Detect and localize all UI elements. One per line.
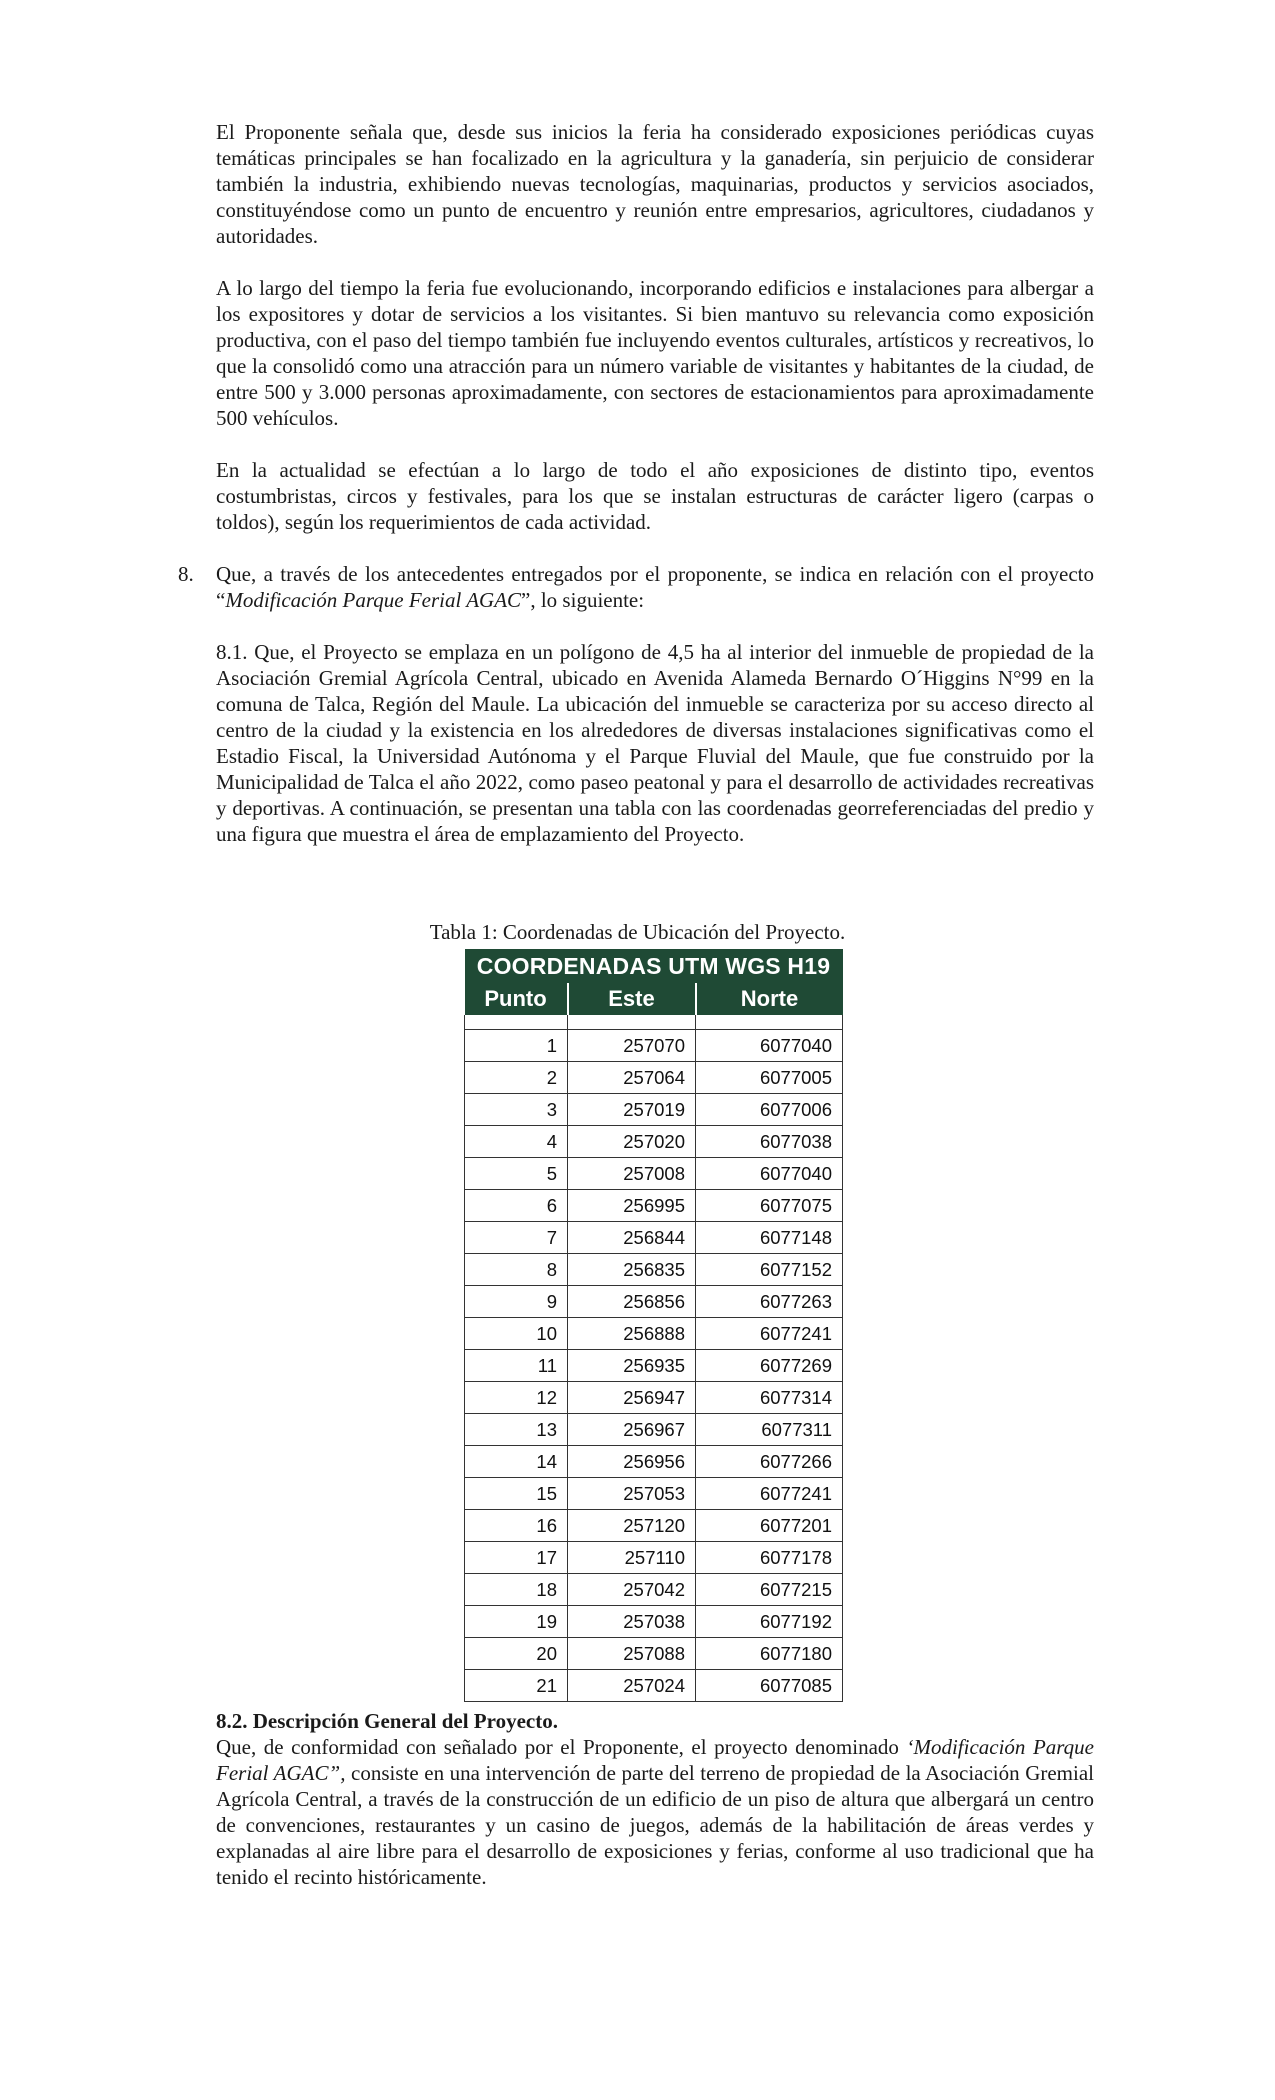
cell-punto: 17: [465, 1542, 568, 1574]
cell-este: 256835: [568, 1254, 696, 1286]
table-row: [465, 1510, 843, 1542]
table-row: [465, 1382, 843, 1414]
cell-este: 257120: [568, 1510, 696, 1542]
cell-este: 257110: [568, 1542, 696, 1574]
cell-norte: 6077311: [696, 1414, 843, 1446]
item-8-2-project-name: ‘Modificación Parque Ferial AGAC”,: [216, 1735, 1094, 1785]
cell-norte: 6077241: [696, 1478, 843, 1510]
cell-este: 256856: [568, 1286, 696, 1318]
cell-este: 257008: [568, 1158, 696, 1190]
table-row: [465, 1638, 843, 1670]
item-8-text-before: Que, a través de los antecedentes entregados por el proponente, se indica en relación con el proyecto “: [216, 562, 1094, 612]
cell-punto: 9: [465, 1286, 568, 1318]
cell-este: 257019: [568, 1094, 696, 1126]
cell-este: 257038: [568, 1606, 696, 1638]
cell-punto: 18: [465, 1574, 568, 1606]
cell-norte: 6077040: [696, 1158, 843, 1190]
cell-punto: 13: [465, 1414, 568, 1446]
table-body: [465, 1015, 843, 1702]
cell-punto: 8: [465, 1254, 568, 1286]
table-row: [465, 1670, 843, 1702]
intro-paragraph-2: A lo largo del tiempo la feria fue evolucionando, incorporando edificios e instalaciones para albergar a los expositores y dotar de servicios a los visitantes. Si bien mantuvo su relevancia como exposición productiva, con el paso del tiempo también fue incluyendo eventos culturales, artísticos y recreativos, lo que la consolidó como una atracción para un número variable de visitantes y habitantes de la ciudad, de entre 500 y 3.000 personas aproximadamente, con sectores de estacionamientos para aproximadamente 500 vehículos.: [216, 276, 1094, 430]
cell-este: 257024: [568, 1670, 696, 1702]
table-row: [465, 1414, 843, 1446]
cell-punto: 21: [465, 1670, 568, 1702]
cell-punto: 11: [465, 1350, 568, 1382]
table-row: [465, 1574, 843, 1606]
cell-este: 256947: [568, 1382, 696, 1414]
cell-norte: 6077005: [696, 1062, 843, 1094]
cell-norte: 6077075: [696, 1190, 843, 1222]
table-row: [465, 1254, 843, 1286]
table-row: [465, 1190, 843, 1222]
cell-punto: 20: [465, 1638, 568, 1670]
cell-este: 256995: [568, 1190, 696, 1222]
intro-paragraph-1: El Proponente señala que, desde sus inicios la feria ha considerado exposiciones periódicas cuyas temáticas principales se han focalizado en la agricultura y la ganadería, sin perjuicio de considerar también la industria, exhibiendo nuevas tecnologías, maquinarias, productos y servicios asociados, constituyéndose como un punto de encuentro y reunión entre empresarios, agricultores, ciudadanos y autoridades.: [216, 120, 1094, 248]
table-row: [465, 1318, 843, 1350]
cell-punto: 2: [465, 1062, 568, 1094]
table-row: [465, 1350, 843, 1382]
cell-punto: 19: [465, 1606, 568, 1638]
cell-norte: 6077314: [696, 1382, 843, 1414]
item-8-1-paragraph: 8.1. Que, el Proyecto se emplaza en un polígono de 4,5 ha al interior del inmueble de propiedad de la Asociación Gremial Agrícola Central, ubicado en Avenida Alameda Bernardo O´Higgins N°99 en la comuna de Talca, Región del Maule. La ubicación del inmueble se caracteriza por su acceso directo al centro de la ciudad y la existencia en los alrededores de diversas instalaciones significativas como el Estadio Fiscal, la Universidad Autónoma y el Parque Fluvial del Maule, que fue construido por la Municipalidad de Talca el año 2022, como paseo peatonal y para el desarrollo de actividades recreativas y deportivas. A continuación, se presentan una tabla con las coordenadas georreferenciadas del predio y una figura que muestra el área de emplazamiento del Proyecto.: [216, 640, 1094, 846]
cell-norte: 6077263: [696, 1286, 843, 1318]
table-row: [465, 1446, 843, 1478]
column-header-este: Este: [568, 983, 696, 1015]
cell-norte: 6077241: [696, 1318, 843, 1350]
cell-este: 257042: [568, 1574, 696, 1606]
table-row: [465, 1158, 843, 1190]
column-header-norte: Norte: [696, 983, 843, 1015]
cell-punto: 5: [465, 1158, 568, 1190]
item-8-project-name: Modificación Parque Ferial AGAC: [225, 588, 522, 612]
utm-coordinates-table: [464, 949, 843, 1702]
cell-punto: 1: [465, 1030, 568, 1062]
table-row: [465, 1030, 843, 1062]
table-header-row: [465, 983, 843, 1015]
cell-norte: 6077038: [696, 1126, 843, 1158]
cell-norte: 6077006: [696, 1094, 843, 1126]
table-spacer-row: [465, 1015, 843, 1030]
cell-norte: 6077192: [696, 1606, 843, 1638]
table-row: [465, 1126, 843, 1158]
cell-norte: 6077201: [696, 1510, 843, 1542]
cell-punto: 10: [465, 1318, 568, 1350]
cell-norte: 6077180: [696, 1638, 843, 1670]
table-row: [465, 1062, 843, 1094]
cell-norte: 6077040: [696, 1030, 843, 1062]
cell-norte: 6077085: [696, 1670, 843, 1702]
cell-este: 257088: [568, 1638, 696, 1670]
cell-este: 257053: [568, 1478, 696, 1510]
table-row: [465, 1286, 843, 1318]
table-title: COORDENADAS UTM WGS H19: [465, 949, 843, 983]
table-caption: Tabla 1: Coordenadas de Ubicación del Proyecto.: [429, 920, 846, 944]
cell-este: 256967: [568, 1414, 696, 1446]
table-row: [465, 1222, 843, 1254]
cell-norte: 6077215: [696, 1574, 843, 1606]
cell-punto: 15: [465, 1478, 568, 1510]
cell-norte: 6077266: [696, 1446, 843, 1478]
cell-norte: 6077148: [696, 1222, 843, 1254]
item-8-2-paragraph: [216, 1734, 1094, 1890]
cell-punto: 3: [465, 1094, 568, 1126]
cell-norte: 6077178: [696, 1542, 843, 1574]
cell-punto: 12: [465, 1382, 568, 1414]
cell-este: 256956: [568, 1446, 696, 1478]
table-row: [465, 1094, 843, 1126]
table-row: [465, 1478, 843, 1510]
cell-este: 257064: [568, 1062, 696, 1094]
cell-norte: 6077152: [696, 1254, 843, 1286]
item-8-2-text-before: Que, de conformidad con señalado por el Proponente, el proyecto denominado: [216, 1735, 907, 1759]
item-8-paragraph: [216, 561, 1094, 613]
cell-punto: 16: [465, 1510, 568, 1542]
item-8-2-text-after: consiste en una intervención de parte del terreno de propiedad de la Asociación Gremial Agrícola Central, a través de la construcción de un edificio de un piso de altura que albergará un centro de convenciones, restaurantes y un casino de juegos, además de la habilitación de áreas verdes y explanadas al aire libre para el desarrollo de exposiciones y ferias, conforme al uso tradicional que ha tenido el recinto históricamente.: [216, 1761, 1095, 1889]
item-8-2-heading: 8.2. Descripción General del Proyecto.: [216, 1709, 558, 1733]
intro-paragraph-3: En la actualidad se efectúan a lo largo de todo el año exposiciones de distinto tipo, eventos costumbristas, circos y festivales, para los que se instalan estructuras de carácter ligero (carpas o toldos), según los requerimientos de cada actividad.: [216, 458, 1094, 534]
table-row: [465, 1542, 843, 1574]
cell-este: 256888: [568, 1318, 696, 1350]
table-title-row: [465, 949, 843, 983]
column-header-punto: Punto: [465, 983, 568, 1015]
cell-este: 256935: [568, 1350, 696, 1382]
cell-punto: 7: [465, 1222, 568, 1254]
item-8-text-after: ”, lo siguiente:: [521, 588, 645, 612]
cell-punto: 6: [465, 1190, 568, 1222]
cell-este: 257020: [568, 1126, 696, 1158]
cell-este: 256844: [568, 1222, 696, 1254]
cell-norte: 6077269: [696, 1350, 843, 1382]
table-row: [465, 1606, 843, 1638]
cell-punto: 14: [465, 1446, 568, 1478]
item-8-number: 8.: [178, 562, 194, 586]
cell-este: 257070: [568, 1030, 696, 1062]
cell-punto: 4: [465, 1126, 568, 1158]
